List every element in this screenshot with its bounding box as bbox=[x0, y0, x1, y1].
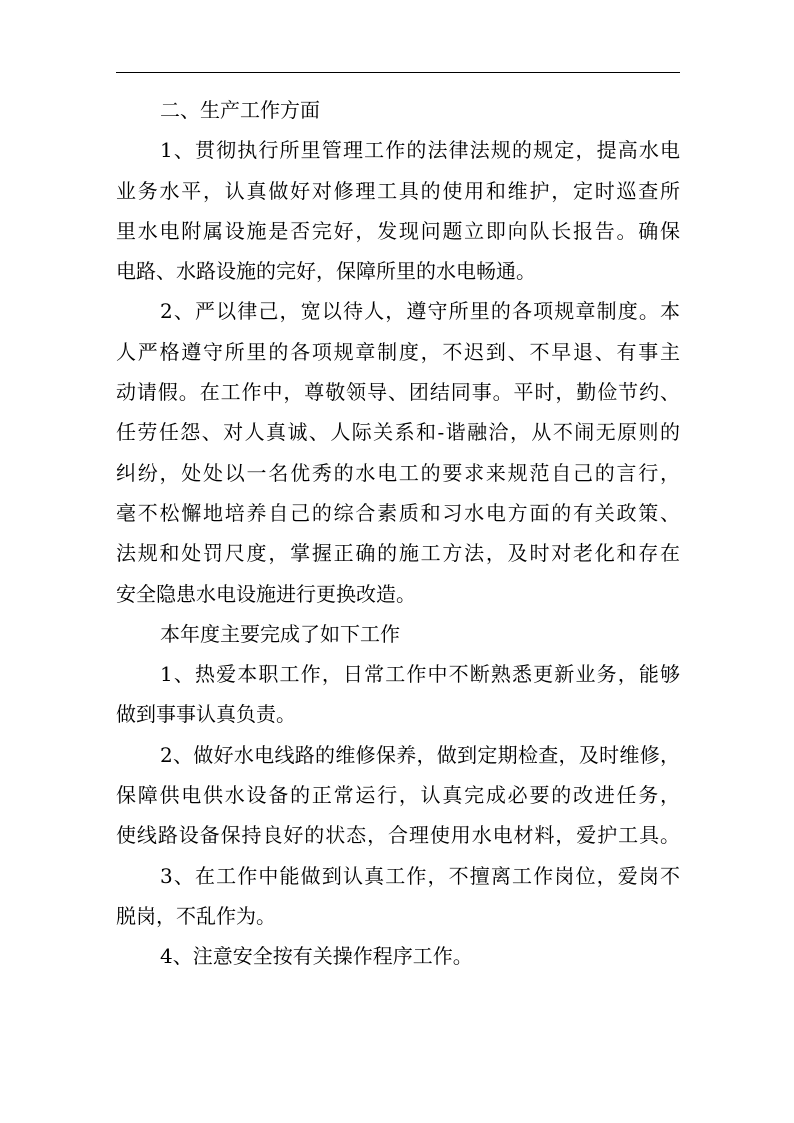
text-line: 本年度主要完成了如下工作 bbox=[160, 621, 400, 646]
text-line: 做到事事认真负责。 bbox=[116, 702, 296, 727]
text-line: 1、贯彻执行所里管理工作的法律法规的规定，提高水电 bbox=[160, 138, 680, 163]
text-line: 4、注意安全按有关操作程序工作。 bbox=[160, 944, 473, 969]
text-line: 二、生产工作方面 bbox=[160, 98, 320, 122]
text-line: 纠纷，处处以一名优秀的水电工的要求来规范自己的言行， bbox=[116, 460, 680, 485]
text-line: 电路、水路设施的完好，保障所里的水电畅通。 bbox=[116, 259, 536, 284]
text-line: 2、严以律己，宽以待人，遵守所里的各项规章制度。本 bbox=[160, 299, 680, 324]
text-line: 毫不松懈地培养自己的综合素质和习水电方面的有关政策、 bbox=[116, 500, 680, 525]
text-line: 2、做好水电线路的维修保养，做到定期检查，及时维修， bbox=[160, 742, 680, 767]
text-line: 3、在工作中能做到认真工作，不擅离工作岗位，爱岗不 bbox=[160, 863, 680, 888]
text-line: 业务水平，认真做好对修理工具的使用和维护，定时巡查所 bbox=[116, 178, 680, 203]
text-line: 脱岗，不乱作为。 bbox=[116, 903, 276, 928]
text-line: 人严格遵守所里的各项规章制度，不迟到、不早退、有事主 bbox=[116, 339, 680, 364]
text-line: 安全隐患水电设施进行更换改造。 bbox=[116, 581, 416, 606]
text-line: 动请假。在工作中，尊敬领导、团结同事。平时，勤俭节约、 bbox=[116, 380, 680, 405]
text-line: 1、热爱本职工作，日常工作中不断熟悉更新业务，能够 bbox=[160, 662, 680, 687]
header-rule bbox=[116, 72, 680, 73]
document-body bbox=[116, 90, 680, 977]
text-line: 任劳任怨、对人真诚、人际关系和-谐融洽，从不闹无原则的 bbox=[116, 420, 680, 445]
text-line: 法规和处罚尺度，掌握正确的施工方法，及时对老化和存在 bbox=[116, 541, 680, 566]
text-line: 使线路设备保持良好的状态，合理使用水电材料，爱护工具。 bbox=[116, 823, 680, 848]
text-line: 保障供电供水设备的正常运行，认真完成必要的改进任务， bbox=[116, 783, 680, 808]
text-line: 里水电附属设施是否完好，发现问题立即向队长报告。确保 bbox=[116, 218, 680, 243]
